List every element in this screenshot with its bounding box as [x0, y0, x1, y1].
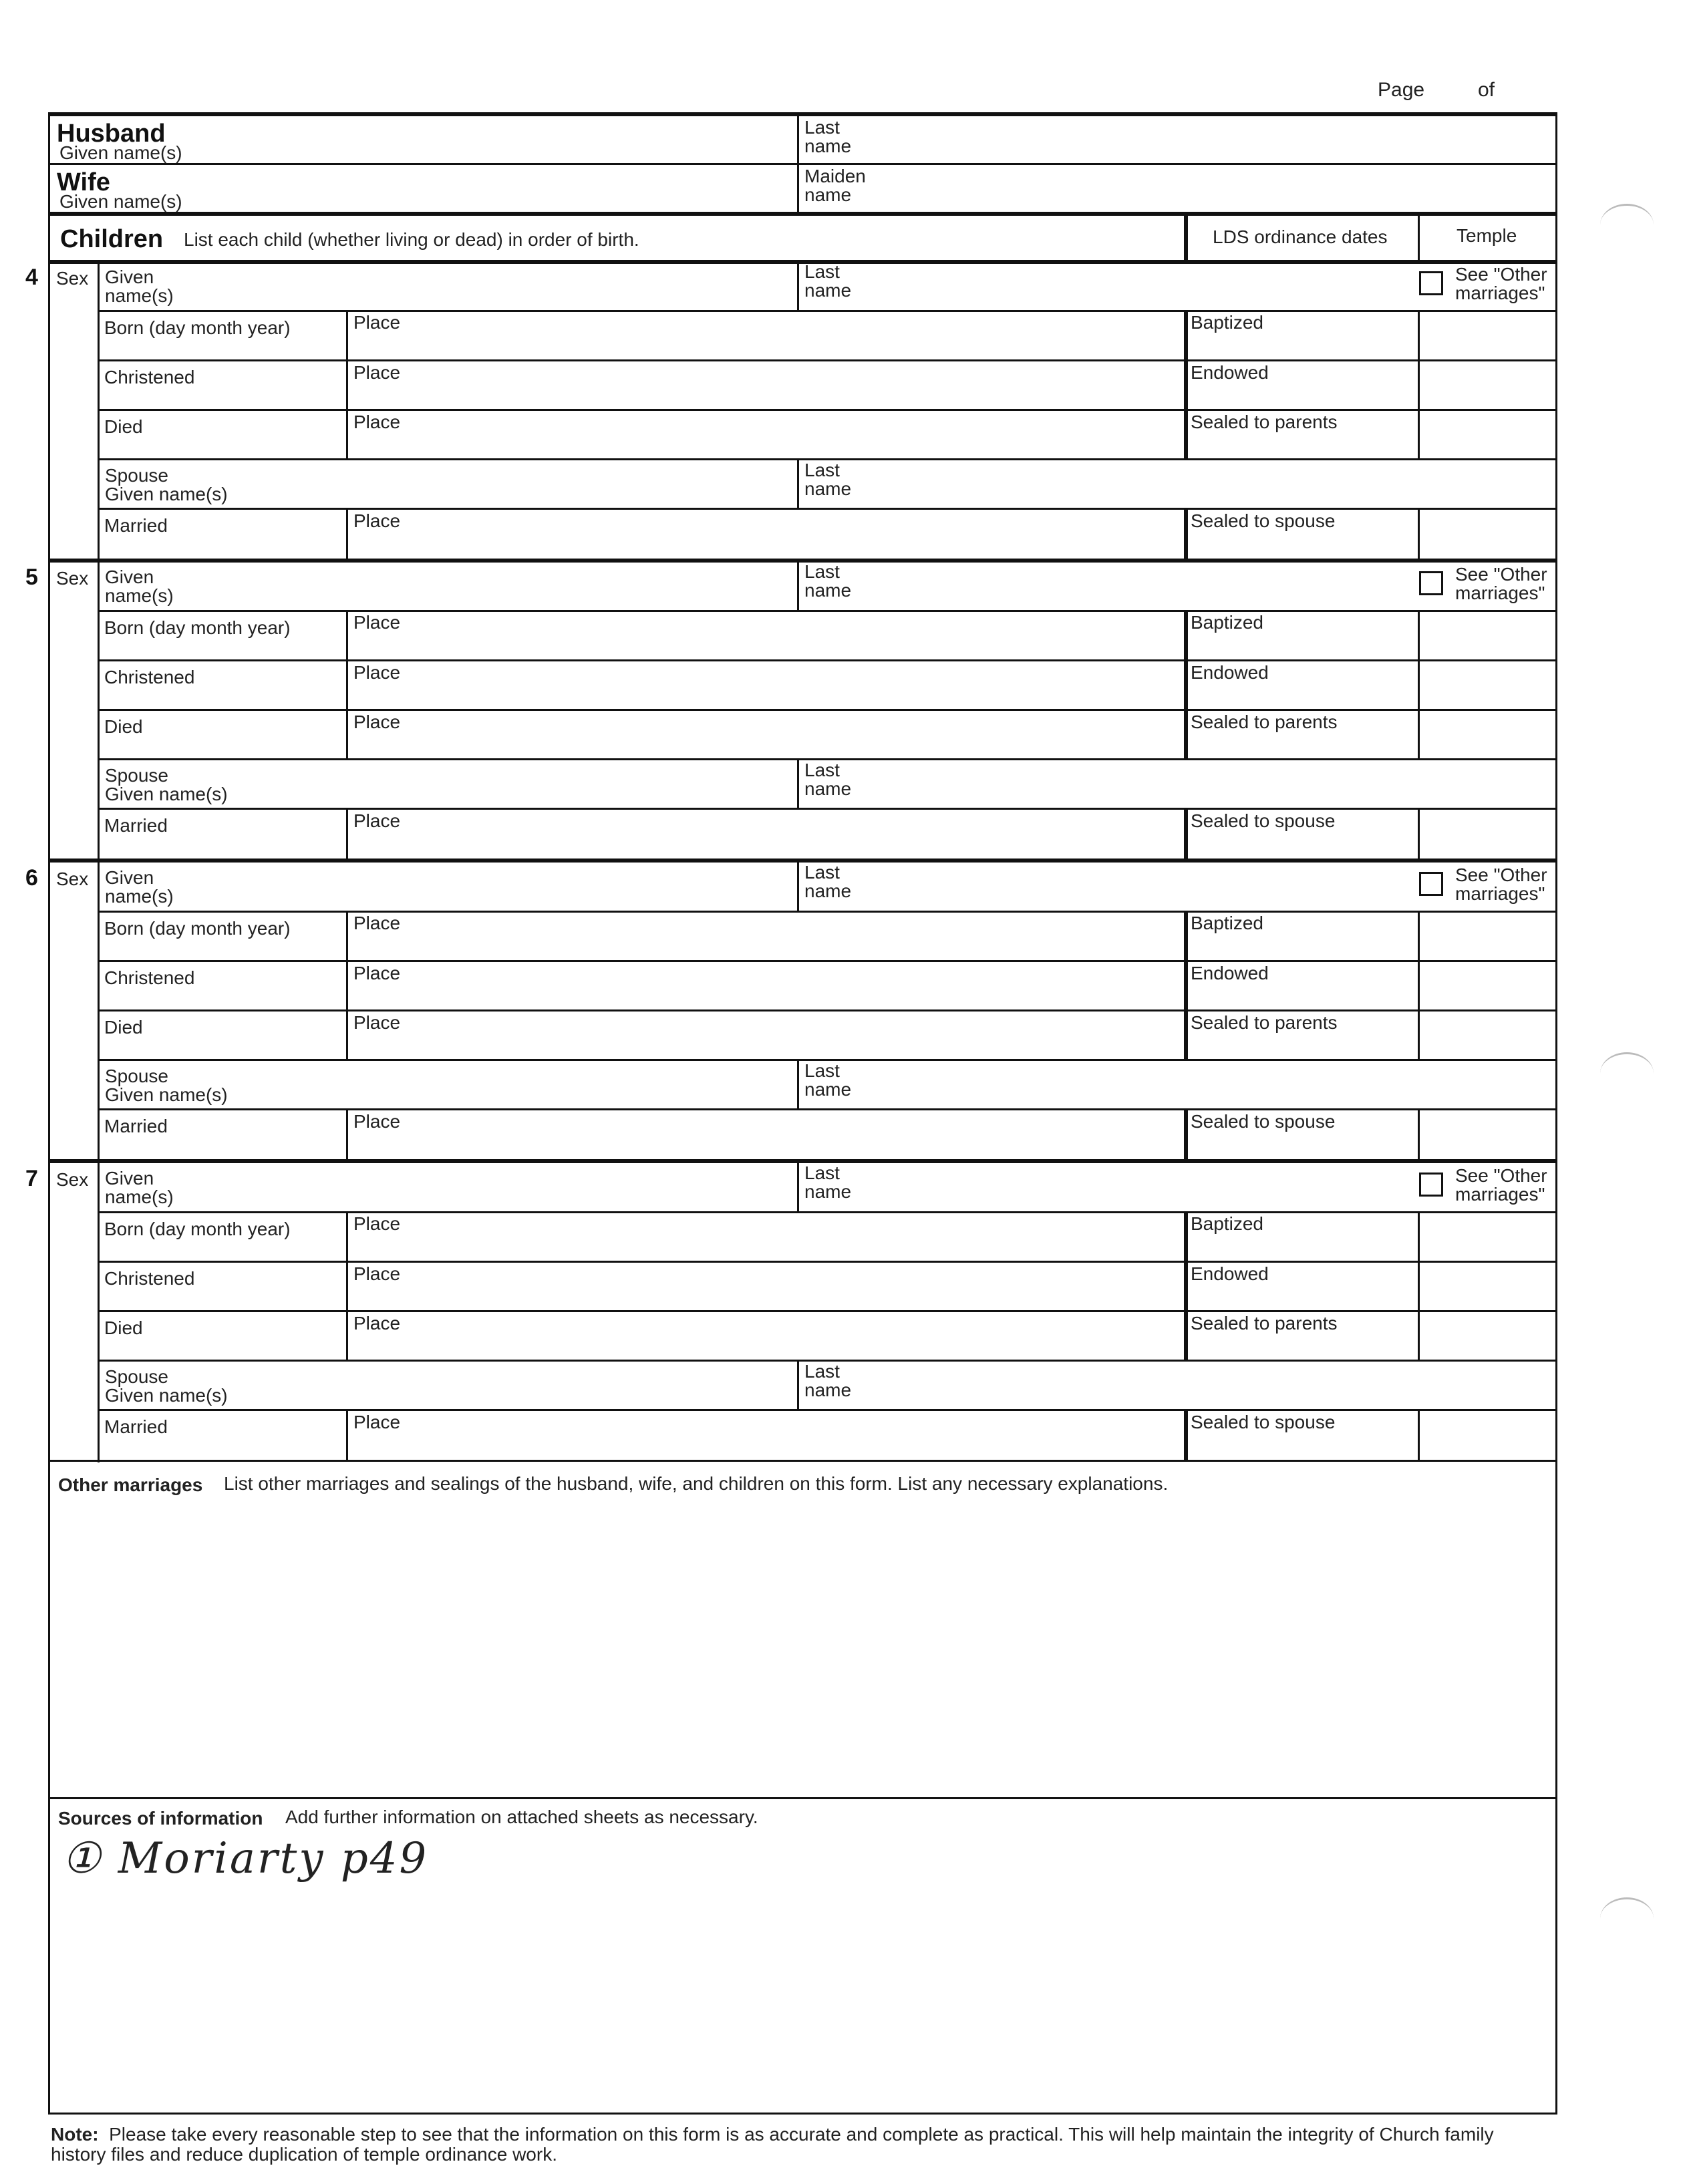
- see-other-marriages-checkbox[interactable]: [1419, 571, 1443, 595]
- christened-label: Christened: [104, 667, 195, 687]
- husband-given-name-field[interactable]: [50, 116, 798, 163]
- spouse-last-name-field[interactable]: [799, 1061, 1555, 1109]
- husband-title: Husband: [57, 120, 166, 148]
- spouse-given-name-field[interactable]: [100, 1061, 797, 1109]
- christened-place-field[interactable]: [348, 661, 1183, 710]
- place-label: Place: [353, 1111, 401, 1132]
- last-label-2: name: [804, 478, 852, 499]
- child-number: 4: [25, 265, 38, 290]
- spouse-label-2: Given name(s): [105, 784, 228, 804]
- place-label: Place: [353, 1313, 401, 1334]
- baptized-label: Baptized: [1191, 913, 1263, 933]
- married-label: Married: [104, 1416, 168, 1437]
- christened-label: Christened: [104, 1268, 195, 1289]
- died-place-field[interactable]: [348, 711, 1183, 759]
- last-label-2: name: [804, 1380, 852, 1400]
- born-label: Born (day month year): [104, 918, 291, 939]
- christened-label: Christened: [104, 367, 195, 387]
- endowed-label: Endowed: [1191, 362, 1269, 383]
- sealed-to-spouse-field[interactable]: [1188, 510, 1418, 558]
- endowed-label: Endowed: [1191, 1263, 1269, 1284]
- place-label: Place: [353, 1213, 401, 1234]
- temple-header: Temple: [1457, 225, 1517, 246]
- endowed-field[interactable]: [1188, 361, 1418, 410]
- sources-instruction: Add further information on attached sheets as necessary.: [285, 1807, 758, 1827]
- see-other-marriages-checkbox[interactable]: [1419, 1173, 1443, 1197]
- wife-given-label: Given name(s): [59, 191, 182, 212]
- child-given-name-field[interactable]: [100, 262, 797, 311]
- spouse-label-2: Given name(s): [105, 1084, 228, 1105]
- baptized-field[interactable]: [1188, 1213, 1418, 1261]
- see-other-label: See "Other: [1455, 564, 1547, 585]
- form-right-border: [1555, 112, 1557, 2115]
- married-label: Married: [104, 815, 168, 836]
- place-label: Place: [353, 412, 401, 432]
- child-number: 6: [25, 865, 38, 891]
- divider: [1418, 214, 1420, 262]
- baptized-label: Baptized: [1191, 312, 1263, 333]
- given-label: Given: [105, 1168, 154, 1189]
- died-place-field[interactable]: [348, 1312, 1183, 1360]
- born-place-field[interactable]: [348, 611, 1183, 659]
- spouse-label: Spouse: [105, 765, 168, 786]
- baptized-field[interactable]: [1188, 311, 1418, 359]
- christened-place-field[interactable]: [348, 361, 1183, 410]
- child-last-name-field[interactable]: [799, 262, 1414, 311]
- child-last-name-field[interactable]: [799, 562, 1414, 611]
- spouse-label: Spouse: [105, 1366, 168, 1387]
- endowed-label: Endowed: [1191, 963, 1269, 983]
- spouse-given-name-field[interactable]: [100, 760, 797, 808]
- see-other-label: See "Other: [1455, 264, 1547, 285]
- spouse-label-2: Given name(s): [105, 1385, 228, 1406]
- given-label: Given: [105, 267, 154, 287]
- place-label: Place: [353, 1263, 401, 1284]
- sources-area[interactable]: [50, 1799, 1555, 2112]
- sealed-parents-label: Sealed to parents: [1191, 1313, 1338, 1334]
- sealed-to-spouse-field[interactable]: [1188, 1411, 1418, 1459]
- last-label: Last: [804, 1060, 840, 1081]
- place-label: Place: [353, 662, 401, 683]
- punch-hole-mark: [1600, 204, 1654, 246]
- given-label-2: name(s): [105, 285, 174, 306]
- endowed-label: Endowed: [1191, 662, 1269, 683]
- see-other-marriages-checkbox[interactable]: [1419, 872, 1443, 896]
- given-label-2: name(s): [105, 1187, 174, 1207]
- form-bottom-border: [48, 2113, 1557, 2115]
- born-place-field[interactable]: [348, 1213, 1183, 1261]
- sealed-parents-label: Sealed to parents: [1191, 1012, 1338, 1033]
- note-line-1: [51, 2125, 1494, 2145]
- christened-place-field[interactable]: [348, 962, 1183, 1010]
- see-other-label-2: marriages": [1455, 583, 1545, 603]
- place-label: Place: [353, 612, 401, 633]
- spouse-given-name-field[interactable]: [100, 1362, 797, 1410]
- place-label: Place: [353, 810, 401, 831]
- wife-title: Wife: [57, 168, 110, 196]
- spouse-given-name-field[interactable]: [100, 460, 797, 508]
- divider: [1418, 611, 1420, 760]
- divider: [48, 212, 1557, 216]
- see-other-label-2: marriages": [1455, 283, 1545, 303]
- husband-last-label-2: name: [804, 136, 852, 156]
- other-marriages-instruction: List other marriages and sealings of the husband, wife, and children on this form. List any necessary explanations.: [224, 1473, 1169, 1494]
- endowed-field[interactable]: [1188, 661, 1418, 710]
- child-given-name-field[interactable]: [100, 1163, 797, 1213]
- punch-hole-mark: [1600, 1897, 1654, 1939]
- sealed-to-parents-field[interactable]: [1188, 711, 1418, 759]
- note-title: Note:: [51, 2124, 99, 2145]
- last-label-2: name: [804, 1181, 852, 1202]
- divider: [1418, 510, 1420, 559]
- last-label-2: name: [804, 881, 852, 901]
- last-label-2: name: [804, 280, 852, 301]
- handwritten-source-note: ① Moriarty p49: [62, 1834, 429, 1883]
- sealed-to-parents-field[interactable]: [1188, 1312, 1418, 1360]
- wife-maiden-label-2: name: [804, 184, 852, 205]
- spouse-label-2: Given name(s): [105, 484, 228, 504]
- last-label: Last: [804, 460, 840, 480]
- died-label: Died: [104, 1317, 143, 1338]
- born-label: Born (day month year): [104, 617, 291, 638]
- died-place-field[interactable]: [348, 1011, 1183, 1060]
- sealed-spouse-label: Sealed to spouse: [1191, 1111, 1336, 1132]
- place-label: Place: [353, 963, 401, 983]
- given-label: Given: [105, 867, 154, 888]
- endowed-field[interactable]: [1188, 962, 1418, 1010]
- endowed-field[interactable]: [1188, 1263, 1418, 1311]
- married-place-field[interactable]: [348, 1411, 1183, 1459]
- last-label: Last: [804, 561, 840, 582]
- see-other-label-2: marriages": [1455, 1184, 1545, 1205]
- see-other-label: See "Other: [1455, 1165, 1547, 1186]
- sex-label: Sex: [56, 568, 89, 589]
- see-other-marriages-checkbox[interactable]: [1419, 271, 1443, 295]
- sealed-parents-label: Sealed to parents: [1191, 412, 1338, 432]
- spouse-last-name-field[interactable]: [799, 760, 1555, 808]
- born-label: Born (day month year): [104, 1219, 291, 1239]
- place-label: Place: [353, 362, 401, 383]
- last-label-2: name: [804, 1079, 852, 1100]
- last-label: Last: [804, 862, 840, 883]
- married-label: Married: [104, 1116, 168, 1136]
- of-label: of: [1478, 79, 1495, 101]
- spouse-label: Spouse: [105, 465, 168, 486]
- note-text-1: Please take every reasonable step to see that the information on this form is as accurate and complete as practical. This will help maintain the integrity of Church family: [109, 2124, 1494, 2145]
- given-label: Given: [105, 567, 154, 587]
- punch-hole-mark: [1600, 1052, 1654, 1094]
- married-place-field[interactable]: [348, 1110, 1183, 1158]
- divider: [1418, 1110, 1420, 1160]
- children-title: Children: [60, 225, 164, 253]
- sex-label: Sex: [56, 268, 89, 289]
- child-number: 5: [25, 565, 38, 590]
- christened-label: Christened: [104, 967, 195, 988]
- died-label: Died: [104, 416, 143, 437]
- place-label: Place: [353, 1012, 401, 1033]
- born-label: Born (day month year): [104, 317, 291, 338]
- place-label: Place: [353, 510, 401, 531]
- lds-ordinance-header: LDS ordinance dates: [1213, 226, 1388, 247]
- born-place-field[interactable]: [348, 912, 1183, 960]
- wife-maiden-label: Maiden: [804, 166, 866, 186]
- baptized-field[interactable]: [1188, 912, 1418, 960]
- wife-given-name-field[interactable]: [50, 165, 798, 212]
- married-label: Married: [104, 515, 168, 536]
- place-label: Place: [353, 1412, 401, 1432]
- sex-label: Sex: [56, 1169, 89, 1190]
- place-label: Place: [353, 712, 401, 732]
- last-label-2: name: [804, 778, 852, 799]
- children-instruction: List each child (whether living or dead) in order of birth.: [184, 229, 639, 250]
- husband-last-name-field[interactable]: [799, 116, 1555, 163]
- note-text-2: history files and reduce duplication of temple ordinance work.: [51, 2144, 557, 2165]
- see-other-label: See "Other: [1455, 865, 1547, 885]
- place-label: Place: [353, 312, 401, 333]
- wife-maiden-name-field[interactable]: [799, 165, 1555, 212]
- died-place-field[interactable]: [348, 411, 1183, 459]
- died-label: Died: [104, 1017, 143, 1038]
- sealed-spouse-label: Sealed to spouse: [1191, 1412, 1336, 1432]
- divider: [1418, 1411, 1420, 1460]
- last-label: Last: [804, 1162, 840, 1183]
- sealed-parents-label: Sealed to parents: [1191, 712, 1338, 732]
- spouse-last-name-field[interactable]: [799, 460, 1555, 508]
- last-label: Last: [804, 760, 840, 780]
- child-given-name-field[interactable]: [100, 562, 797, 611]
- sex-label: Sex: [56, 869, 89, 889]
- last-label: Last: [804, 1361, 840, 1382]
- see-other-label-2: marriages": [1455, 883, 1545, 904]
- child-last-name-field[interactable]: [799, 863, 1414, 912]
- baptized-label: Baptized: [1191, 612, 1263, 633]
- divider: [1184, 214, 1188, 262]
- child-given-name-field[interactable]: [100, 863, 797, 912]
- christened-place-field[interactable]: [348, 1263, 1183, 1311]
- married-place-field[interactable]: [348, 810, 1183, 858]
- last-label-2: name: [804, 580, 852, 601]
- child-last-name-field[interactable]: [799, 1163, 1414, 1213]
- sealed-to-spouse-field[interactable]: [1188, 1110, 1418, 1158]
- divider: [1418, 810, 1420, 859]
- place-label: Place: [353, 913, 401, 933]
- sources-title: Sources of information: [58, 1808, 263, 1829]
- husband-last-label: Last: [804, 117, 840, 138]
- divider: [1418, 912, 1420, 1060]
- other-marriages-title: Other marriages: [58, 1474, 203, 1495]
- divider: [1418, 311, 1420, 460]
- baptized-label: Baptized: [1191, 1213, 1263, 1234]
- given-label-2: name(s): [105, 886, 174, 907]
- child-number: 7: [25, 1166, 38, 1191]
- sealed-spouse-label: Sealed to spouse: [1191, 510, 1336, 531]
- died-label: Died: [104, 716, 143, 737]
- sealed-to-parents-field[interactable]: [1188, 1011, 1418, 1060]
- divider: [1418, 1213, 1420, 1361]
- last-label: Last: [804, 261, 840, 282]
- born-place-field[interactable]: [348, 311, 1183, 359]
- sealed-spouse-label: Sealed to spouse: [1191, 810, 1336, 831]
- other-marriages-area[interactable]: [50, 1462, 1555, 1796]
- sealed-to-spouse-field[interactable]: [1188, 810, 1418, 858]
- spouse-label: Spouse: [105, 1066, 168, 1086]
- given-label-2: name(s): [105, 585, 174, 606]
- page-label: Page: [1378, 79, 1425, 101]
- husband-given-label: Given name(s): [59, 142, 182, 163]
- sealed-to-parents-field[interactable]: [1188, 411, 1418, 459]
- spouse-last-name-field[interactable]: [799, 1362, 1555, 1410]
- married-place-field[interactable]: [348, 510, 1183, 558]
- baptized-field[interactable]: [1188, 611, 1418, 659]
